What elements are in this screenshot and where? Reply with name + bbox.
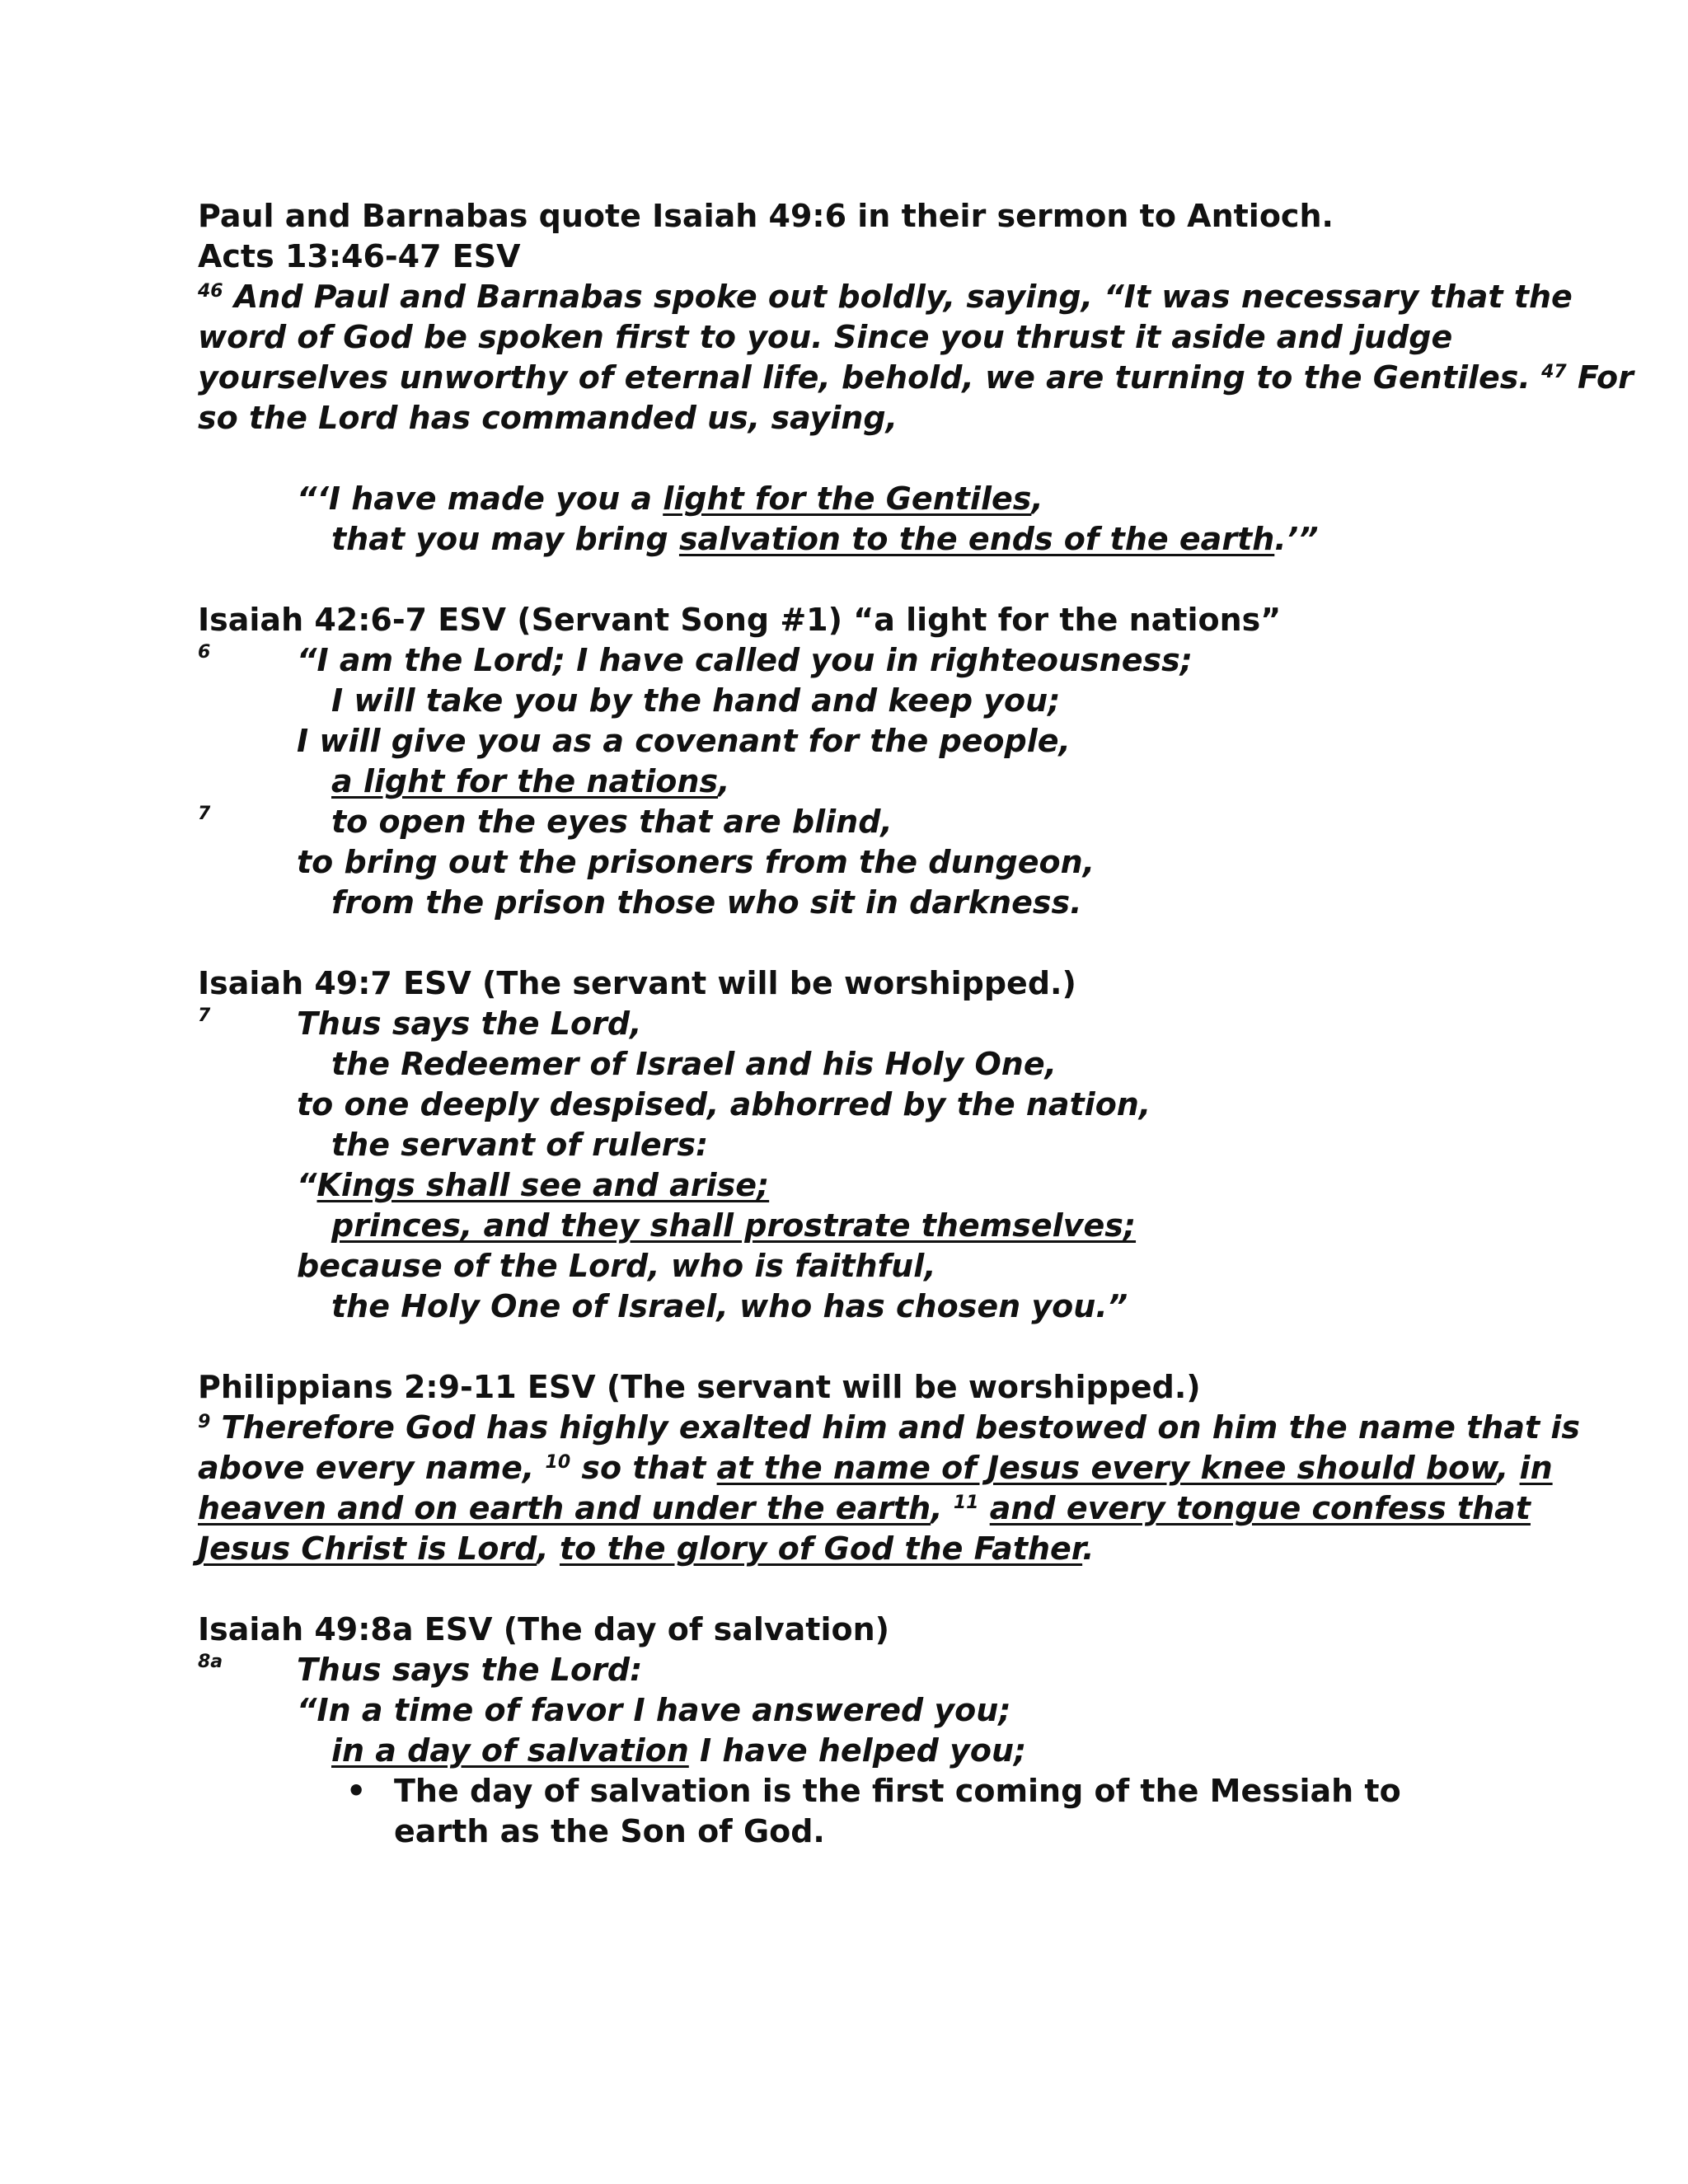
verse-number: 7 [198, 804, 211, 824]
isaiah-42-section [198, 600, 1500, 923]
isaiah-49-7-line-7: because of the Lord, who is faithful, [297, 1248, 936, 1284]
verse-number: 9 [198, 1412, 211, 1432]
acts-line-1: $^{46}$ And Paul and Barnabas spoke out boldly, saying, “It was necessary that the [198, 279, 1573, 315]
verse-number: 7 [198, 1005, 211, 1026]
underlined-phrase: a light for the nations [331, 763, 719, 799]
acts-line-2: word of God be spoken first to you. Since you thrust it aside and judge [198, 319, 1453, 355]
philippians-line-4: Jesus Christ is Lord, to the glory of God the Father. [198, 1530, 1095, 1567]
isaiah-42-line-5: to open the eyes that are blind, [331, 804, 893, 840]
isaiah-49-8a-line-1: Thus says the Lord: [297, 1652, 643, 1688]
acts-intro: Paul and Barnabas quote Isaiah 49:6 in their sermon to Antioch. [198, 198, 1334, 234]
isaiah-49-7-line-5: “Kings shall see and arise; [297, 1167, 770, 1203]
underlined-phrase: in a day of salvation [331, 1732, 689, 1769]
isaiah-49-7-line-2: the Redeemer of Israel and his Holy One, [331, 1046, 1057, 1082]
bullet-icon: • [346, 1773, 367, 1809]
underlined-phrase: heaven and on earth and under the earth [198, 1490, 931, 1526]
philippians-line-2: above every name, $^{10}$ so that at the name of Jesus every knee should bow, in [198, 1450, 1553, 1486]
acts-line-3: yourselves unworthy of eternal life, behold, we are turning to the Gentiles. $^{47}$ For [198, 359, 1634, 396]
underlined-phrase: to the glory of God the Father [559, 1530, 1083, 1567]
underlined-phrase: Kings shall see and arise; [316, 1167, 770, 1203]
underlined-phrase: Jesus Christ is Lord [198, 1530, 537, 1567]
acts-section [198, 196, 1634, 560]
isaiah-49-8a-section [198, 1610, 1500, 1852]
isaiah-49-7-line-8: the Holy One of Israel, who has chosen you.” [331, 1288, 1128, 1324]
isaiah-49-8a-reference: Isaiah 49:8a ESV (The day of salvation) [198, 1611, 890, 1647]
isaiah-49-7-line-3: to one deeply despised, abhorred by the nation, [297, 1086, 1151, 1122]
underlined-phrase: at the name of Jesus every knee should bow [716, 1450, 1497, 1486]
document-page [198, 196, 1634, 1852]
philippians-reference: Philippians 2:9-11 ESV (The servant will be worshipped.) [198, 1369, 1201, 1405]
philippians-line-1: $^9$ Therefore God has highly exalted him and bestowed on him the name that is [198, 1409, 1581, 1446]
verse-number: 47 [1541, 362, 1567, 382]
bullet-item [198, 1771, 1500, 1852]
isaiah-49-8a-line-3: in a day of salvation I have helped you; [331, 1732, 1027, 1769]
acts-quote-line-2: that you may bring salvation to the ends of the earth.’” [331, 521, 1319, 557]
isaiah-42-reference: Isaiah 42:6-7 ESV (Servant Song #1) “a light for the nations” [198, 602, 1282, 638]
underlined-phrase: light for the Gentiles [663, 480, 1032, 517]
isaiah-42-line-6: to bring out the prisoners from the dungeon, [297, 844, 1095, 880]
isaiah-42-line-4: a light for the nations, [331, 763, 730, 799]
verse-number: 11 [953, 1493, 979, 1513]
isaiah-49-7-line-4: the servant of rulers: [331, 1127, 709, 1163]
isaiah-49-8a-line-2: “In a time of favor I have answered you; [297, 1692, 1011, 1728]
verse-number: 6 [198, 642, 211, 663]
acts-quote-line-1: “‘I have made you a light for the Gentiles, [297, 480, 1043, 517]
acts-reference: Acts 13:46-47 ESV [198, 238, 521, 274]
verse-number: 8a [198, 1652, 223, 1672]
philippians-line-3: heaven and on earth and under the earth, $^{11}$ and every tongue confess that [198, 1490, 1531, 1526]
isaiah-49-7-line-1: Thus says the Lord, [297, 1005, 642, 1042]
isaiah-49-7-reference: Isaiah 49:7 ESV (The servant will be worshipped.) [198, 965, 1076, 1001]
underlined-phrase: in [1519, 1450, 1553, 1486]
verse-number: 10 [545, 1452, 571, 1473]
underlined-phrase: salvation to the ends of the earth [678, 521, 1275, 557]
underlined-phrase: and every tongue confess that [989, 1490, 1531, 1526]
philippians-section [198, 1367, 1581, 1569]
isaiah-42-line-1: “I am the Lord; I have called you in righteousness; [297, 642, 1193, 678]
isaiah-49-7-section [198, 963, 1500, 1327]
isaiah-42-line-7: from the prison those who sit in darkness. [331, 884, 1082, 921]
acts-line-4: so the Lord has commanded us, saying, [198, 400, 898, 436]
isaiah-49-7-line-6 [198, 1206, 1500, 1246]
isaiah-42-line-2: I will take you by the hand and keep you; [331, 682, 1061, 719]
isaiah-42-line-3: I will give you as a covenant for the people, [297, 723, 1071, 759]
underlined-phrase: princes, and they shall prostrate themselves; [331, 1207, 1137, 1244]
bullet-text: The day of salvation is the first coming of the Messiah to earth as the Son of God. [394, 1773, 1401, 1849]
verse-number: 46 [198, 281, 223, 302]
